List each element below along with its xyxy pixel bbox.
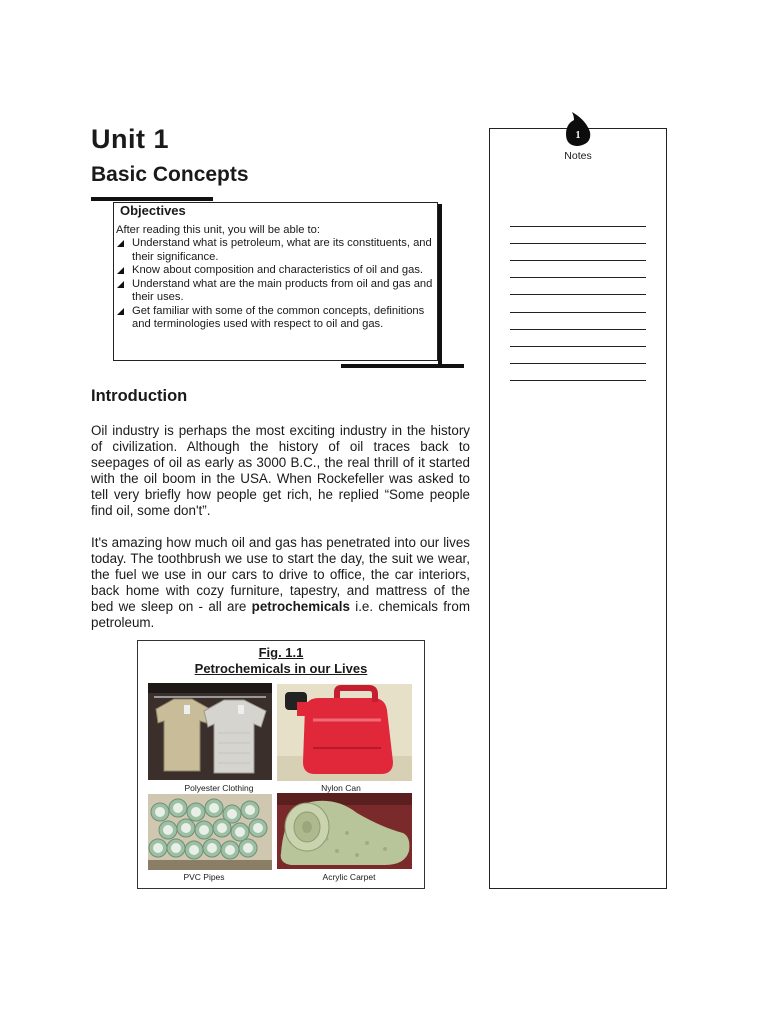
objective-item: Get familiar with some of the common concepts, definitions and terminologies used with respect to oil and gas. [116,305,434,332]
note-line [510,277,646,278]
objectives-top-bar [91,197,213,201]
note-line [510,346,646,347]
intro-paragraph-1: Oil industry is perhaps the most exciting industry in the history of civilization. Although the history of oil traces back to seepages of oil as early as 3000 B.C., the real thrill of it started with the oil boom in the USA. When Rockefeller was asked to tell very briefly how people get rich, he replied “Some people find oil, some don't”. [91,423,470,518]
bullet-triangle-icon [117,267,124,274]
caption-pvc-pipes: PVC Pipes [183,872,225,882]
bullet-triangle-icon [117,240,124,247]
objectives-heading: Objectives [120,203,186,218]
notes-label: Notes [564,150,592,162]
objective-item: Understand what is petroleum, what are its constituents, and their significance. [116,237,434,264]
note-line [510,243,646,244]
acrylic-carpet-photo [277,793,412,869]
nylon-can-photo [277,684,412,781]
bullet-triangle-icon [117,281,124,288]
page-number: 1 [575,130,581,141]
objectives-list [116,237,434,332]
caption-nylon-can: Nylon Can [321,783,361,793]
petrochemicals-term: petrochemicals [251,599,350,614]
pvc-pipes-photo [148,794,272,870]
caption-acrylic-carpet: Acrylic Carpet [322,872,376,882]
bullet-triangle-icon [117,308,124,315]
note-line [510,380,646,381]
polyester-clothing-photo [148,683,272,780]
oil-drop-icon [562,110,594,148]
objectives-intro: After reading this unit, you will be able to: [116,224,320,236]
note-line [510,226,646,227]
note-line [510,294,646,295]
unit-title: Unit 1 [91,124,170,154]
introduction-heading: Introduction [91,387,188,405]
unit-subtitle: Basic Concepts [91,163,249,186]
objectives-shadow-bottom [341,364,464,368]
note-line [510,260,646,261]
objectives-shadow [438,204,442,364]
note-line [510,363,646,364]
intro-paragraph-2: It's amazing how much oil and gas has penetrated into our lives today. The toothbrush we use to start the day, the suit we wear, the fuel we use in our cars to drive to office, the car interiors, back home with cozy furniture, tapestry, and mattress of the bed we sleep on - all are petrochemicals i.e. chemicals from petroleum. [91,535,470,630]
note-line [510,312,646,313]
figure-title: Petrochemicals in our Lives [194,661,368,676]
caption-polyester-clothing: Polyester Clothing [184,783,254,793]
note-line [510,329,646,330]
objective-item: Know about composition and characteristics of oil and gas. [116,264,434,278]
figure-label: Fig. 1.1 [258,645,304,660]
objective-item: Understand what are the main products from oil and gas and their uses. [116,278,434,305]
